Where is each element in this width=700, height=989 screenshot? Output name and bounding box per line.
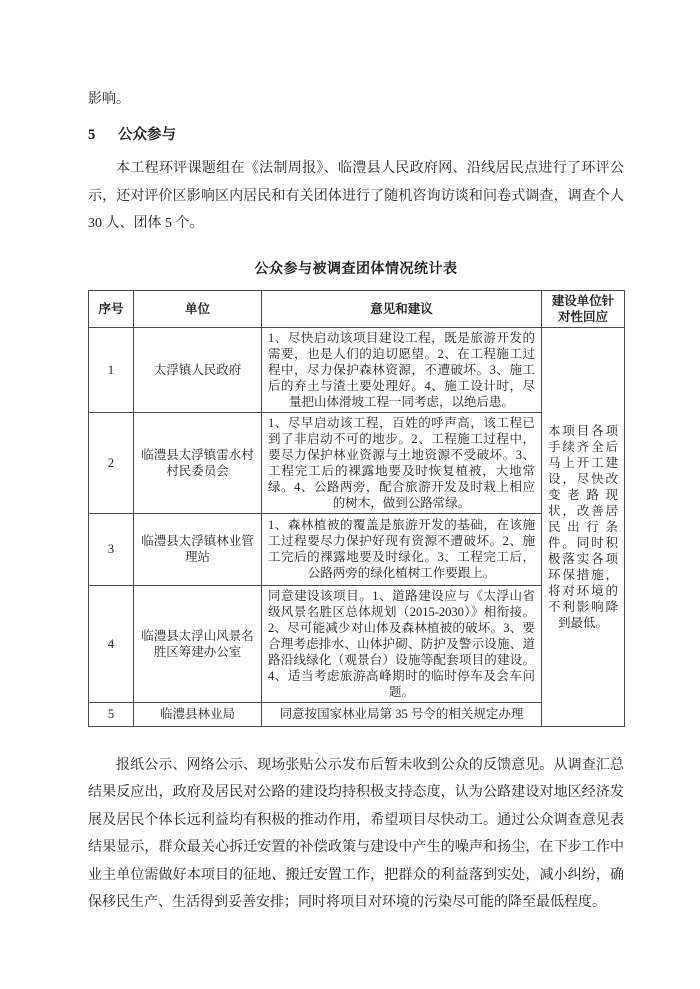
header-response: 建设单位针对性回应 — [542, 290, 625, 327]
response-cell: 本项目各项手续齐全后马上开工建设，尽快改变老路现状，改善居民出行条件。同时积极落实各项环保措施，将对环境的不利影响降到最低。 — [542, 327, 625, 726]
unit-cell: 临澧县太浮镇雷水村村民委员会 — [134, 412, 262, 513]
opinion-cell: 1、森林植被的覆盖是旅游开发的基础，在该施工过程要尽力保护好现有资源不遭破坏。2、施工完后的裸露地要及时绿化。3、工程完工后，公路两旁的绿化植树工作要跟上。 — [262, 513, 542, 585]
unit-cell: 临澧县太浮镇林业管理站 — [134, 513, 262, 585]
unit-cell: 临澧县林业局 — [134, 702, 262, 726]
section-number: 5 — [88, 127, 96, 143]
opinion-cell: 1、尽早启动该工程，百姓的呼声高，该工程已到了非启动不可的地步。2、工程施工过程中，要尽力保护林业资源与土地资源不受破坏。3、工程完工后的裸露地要及时恢复植被，大地常绿。4、公路两旁，配合旅游开发及时栽上相应的树木，做到公路常绿。 — [262, 412, 542, 513]
table-header-row — [89, 290, 625, 327]
opinion-cell: 同意建设该项目。1、道路建设应与《太浮山省级风景名胜区总体规划（2015-2030）》相衔接。2、尽可能减少对山体及森林植被的破坏。3、要合理考虑排水、山体护砌、防护及警示设施、道路沿线绿化（观景台）设施等配套项目的建设。4、适当考虑旅游高峰期时的临时停车及会车问题。 — [262, 585, 542, 702]
opinion-cell: 1、尽快启动该项目建设工程，既是旅游开发的需要，也是人们的迫切愿望。2、在工程施工过程中，尽力保护森林资源，不遭破坏。3、施工后的弃土与渣土要处理好。4、施工设计时，尽量把山体滑坡工程一同考虑，以绝后患。 — [262, 327, 542, 412]
section-heading — [88, 122, 624, 148]
table-row — [89, 327, 625, 412]
table-title: 公众参与被调查团体情况统计表 — [254, 261, 458, 277]
serial-cell: 3 — [89, 513, 134, 585]
opinion-cell: 同意按国家林业局第 35 号令的相关规定办理 — [262, 702, 542, 726]
closing-paragraph: 报纸公示、网络公示、现场张贴公示发布后暂未收到公众的反馈意见。从调查汇总结果反应出，政府及居民对公路的建设均持积极支持态度，认为公路建设对地区经济发展及居民个体长远利益均有积极的推动作用，希望项目尽快动工。通过公众调查意见表结果显示，群众最关心拆迁安置的补偿政策与建设中产生的噪声和扬尘，在下步工作中业主单位需做好本项目的征地、搬迁安置工作，把群众的利益落到实处，减小纠纷，确保移民生产、生活得到妥善安排；同时将项目对环境的污染尽可能的降至最低程度。 — [88, 757, 624, 910]
serial-cell: 1 — [89, 327, 134, 412]
carryover-text: 影响。 — [88, 92, 130, 107]
section-title: 公众参与 — [118, 127, 176, 143]
serial-cell: 4 — [89, 585, 134, 702]
unit-cell: 临澧县太浮山风景名胜区筹建办公室 — [134, 585, 262, 702]
unit-cell: 太浮镇人民政府 — [134, 327, 262, 412]
header-unit: 单位 — [134, 290, 262, 327]
intro-paragraph: 本工程环评课题组在《法制周报》、临澧县人民政府网、沿线居民点进行了环评公示，还对评价区影响区内居民和有关团体进行了随机咨询访谈和问卷式调查，调查个人 30 人、团体 5 个。 — [88, 161, 624, 231]
survey-table — [88, 290, 625, 727]
header-serial: 序号 — [89, 290, 134, 327]
header-opinion: 意见和建议 — [262, 290, 542, 327]
serial-cell: 2 — [89, 412, 134, 513]
serial-cell: 5 — [89, 702, 134, 726]
